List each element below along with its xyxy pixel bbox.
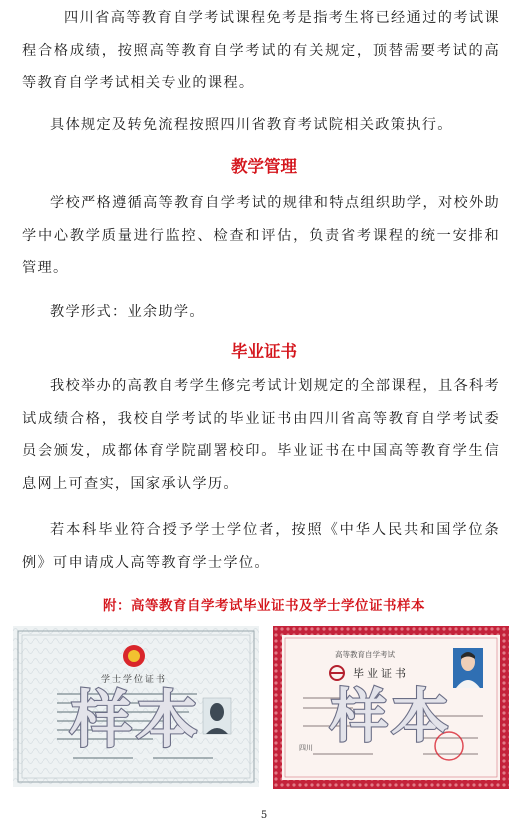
paragraph-degree: 若本科毕业符合授予学士学位者，按照《中华人民共和国学位条例》可申请成人高等教育学士学位。 xyxy=(22,522,500,571)
sample-watermark: 样本 xyxy=(329,682,453,750)
sample-watermark: 样本 xyxy=(69,683,203,756)
degree-certificate-title: 学士学位证书 xyxy=(100,675,168,685)
paragraph-teaching: 学校严格遵循高等教育自学考试的规律和特点组织助学，对校外助学中心教学质量进行监控、检查和评估，负责省考课程的统一安排和管理。 xyxy=(22,195,500,276)
student-photo xyxy=(203,698,231,734)
sample-caption: 附：高等教育自学考试毕业证书及学士学位证书样本 xyxy=(103,598,425,614)
page-number: 5 xyxy=(260,810,268,821)
paragraph-certificate: 我校举办的高教自考学生修完考试计划规定的全部课程，且各科考试成绩合格，我校自学考试的毕业证书由四川省高等教育自学考试委员会颁发，成都体育学院副署校印。毕业证书在中国高等教育学生信息网上可查实，国家承认学历。 xyxy=(22,378,500,492)
graduation-certificate-title: 毕业证书 xyxy=(353,667,409,680)
paragraph-teaching-form: 教学形式：业余助学。 xyxy=(50,304,205,320)
heading-graduation-certificate: 毕业证书 xyxy=(231,342,297,361)
degree-certificate-sample xyxy=(13,626,259,787)
graduation-certificate-sample xyxy=(273,626,509,789)
graduation-certificate-issuer: 四川 xyxy=(299,744,313,752)
paragraph-exemption: 四川省高等教育自学考试课程免考是指考生将已经通过的考试课程合格成绩，按照高等教育自学考试的有关规定，顶替需要考试的高等教育自学考试相关专业的课程。 xyxy=(22,10,500,91)
graduation-certificate-header: 高等教育自学考试 xyxy=(335,650,395,659)
national-emblem-icon xyxy=(123,645,145,667)
graduate-photo xyxy=(453,648,483,688)
paragraph-policy: 具体规定及转免流程按照四川省教育考试院相关政策执行。 xyxy=(50,117,453,133)
heading-teaching-management: 教学管理 xyxy=(231,157,297,176)
